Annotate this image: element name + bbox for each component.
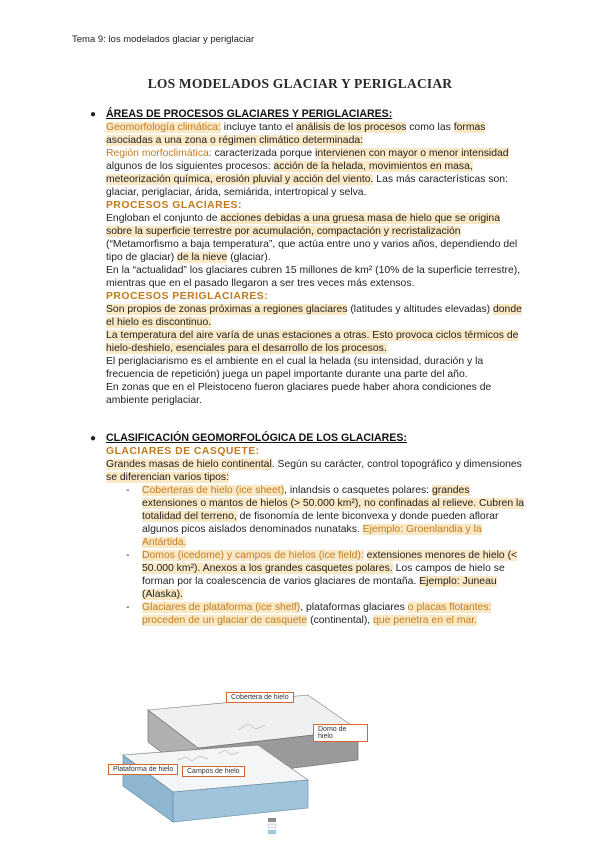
section-heading: ÁREAS DE PROCESOS GLACIARES Y PERIGLACIARES: xyxy=(106,108,393,120)
section-areas xyxy=(90,108,526,407)
paragraph: La temperatura del aire varía de unas estaciones a otras. Esto provoca ciclos térmicos de hielo-deshielo, esenciales para el desarrollo de los procesos. xyxy=(106,330,519,354)
bullet-icon: ● xyxy=(90,109,97,120)
paragraph: Región morfoclimática: caracterizada porque intervienen con mayor o menor intensidad algunos de los siguientes procesos: acción de la helada, movimientos en masa, meteorización química, erosión pluvial y acción del viento. Las más características son: glaciar, periglaciar, árida, semiárida, intertropical y selva. xyxy=(106,148,509,198)
paragraph: Geomorfología climática: incluye tanto el análisis de los procesos como las formas asociadas a una zona o régimen climático determinada: xyxy=(106,122,486,146)
label-plataforma: Plataforma de hielo xyxy=(108,764,178,775)
paragraph: Grandes masas de hielo continental. Según su carácter, control topográfico y dimensiones se diferencian varios tipos: xyxy=(106,459,522,483)
label-cobertera: Cobertera de hielo xyxy=(226,692,294,703)
glacier-diagram xyxy=(108,690,368,840)
paragraph: Son propios de zonas próximas a regiones glaciares (latitudes y altitudes elevadas) donde el hielo es discontinuo. xyxy=(106,304,522,328)
list-item: - Coberteras de hielo (ice sheet), inlandsis o casquetes polares: grandes extensiones o mantos de hielos (> 50.000 km²), no confinadas al relieve. Cubren la totalidad del terreno, de fisonomía de lente biconvexa y donde pueden aflorar algunos picos aislados denominados nunataks. Ejemplo: Groenlandia y la Antártida. xyxy=(126,485,525,548)
glacier-type-list xyxy=(106,484,526,627)
running-header: Tema 9: los modelados glaciar y periglaciar xyxy=(72,34,255,45)
paragraph: Engloban el conjunto de acciones debidas a una gruesa masa de hielo que se origina sobre la superficie terrestre por acumulación, compactación y recristalización (“Metamorfismo a baja temperatura”, que actúa entre uno y varios años, dependiendo del tipo de glaciar) de la nieve (glaciar). xyxy=(106,213,518,263)
page-title: LOS MODELADOS GLACIAR Y PERIGLACIAR xyxy=(147,76,453,91)
subsection-heading: PROCESOS PERIGLACIARES: xyxy=(106,291,269,302)
list-item: - Glaciares de plataforma (ice shelf), plataformas glaciares o placas flotantes: proceden de un glaciar de casquete (continental), que penetra en el mar. xyxy=(126,602,492,626)
label-campos: Campos de hielo xyxy=(182,766,245,777)
subsection-heading: PROCESOS GLACIARES: xyxy=(106,200,242,211)
list-item: - Domos (icedome) y campos de hielos (ice field): extensiones menores de hielo (< 50.000 km²). Anexos a los grandes casquetes polares. Los campos de hielo se forman por la coalescencia de varios glaciares de montaña. Ejemplo: Juneau (Alaska). xyxy=(126,550,518,600)
section-clasificacion xyxy=(90,432,526,627)
paragraph: El periglaciarismo es el ambiente en el cual la helada (su intensidad, duración y la frecuencia de repetición) juega un papel importante durante una parte del año. xyxy=(106,356,484,380)
paragraph: En zonas que en el Pleistoceno fueron glaciares puede haber ahora condiciones de ambiente periglaciar. xyxy=(106,382,492,406)
paragraph: En la “actualidad” los glaciares cubren 15 millones de km² (10% de la superficie terrestre), mientras que en el pasado llegaron a ser tres veces más extensos. xyxy=(106,265,521,289)
subsection-heading: GLACIARES DE CASQUETE: xyxy=(106,446,260,457)
bullet-icon: ● xyxy=(90,433,97,444)
section-heading: CLASIFICACIÓN GEOMORFOLÓGICA DE LOS GLACIARES: xyxy=(106,432,407,444)
label-domo: Domo de hielo xyxy=(313,724,368,742)
